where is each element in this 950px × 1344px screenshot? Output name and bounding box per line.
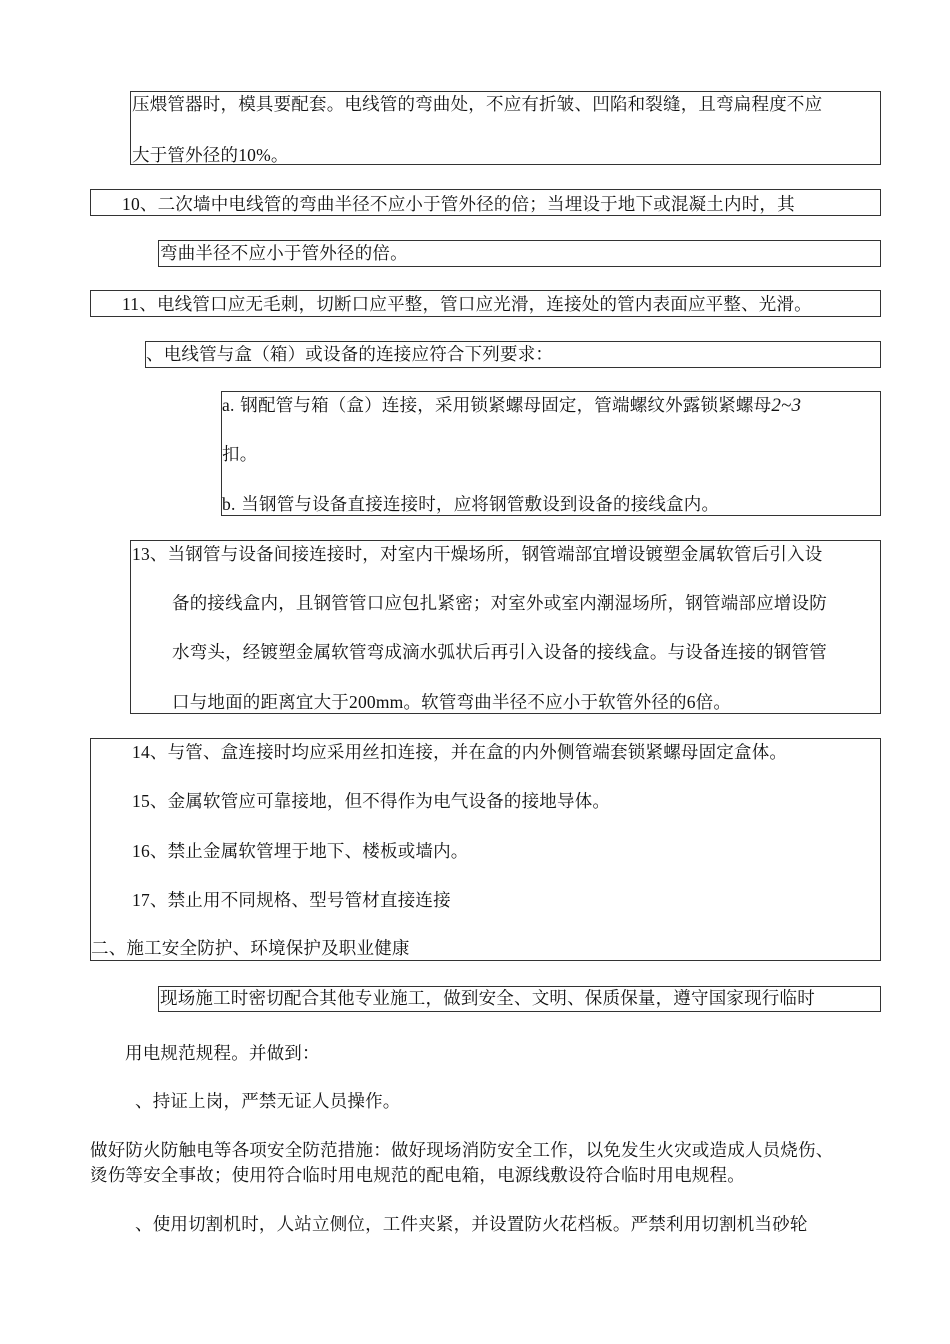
para-fire-line1: 做好防火防触电等各项安全防范措施：做好现场消防安全工作，以免发生火灾或造成人员烧伤、 bbox=[90, 1141, 834, 1161]
point-cert-line: 、持证上岗，严禁无证人员操作。 bbox=[135, 1092, 401, 1112]
item16-number: 16 bbox=[132, 841, 150, 861]
item16-text: 、禁止金属软管埋于地下、楼板或墙内。 bbox=[149, 842, 469, 862]
item14-line bbox=[132, 740, 787, 765]
item13-line2: 备的接线盒内，且钢管管口应包扎紧密；对室外或室内潮湿场所，钢管端部应增设防 bbox=[172, 594, 827, 614]
item13-text: 、当钢管与设备间接连接时，对室内干燥场所，钢管端部宜增设镀塑金属软管后引入设 bbox=[149, 545, 823, 565]
item9-line2 bbox=[132, 143, 289, 168]
item17-number: 17 bbox=[132, 890, 150, 910]
item12a-line1 bbox=[222, 393, 801, 418]
item13-number: 13 bbox=[132, 544, 150, 564]
item10-line2: 弯曲半径不应小于管外径的倍。 bbox=[160, 244, 408, 264]
item12b-line bbox=[222, 492, 719, 517]
para-site-line1: 现场施工时密切配合其他专业施工，做到安全、文明、保质保量，遵守国家现行临时 bbox=[160, 989, 815, 1009]
item9-line2-text: 大于管外径的 bbox=[132, 146, 239, 166]
item13-line4-c: 倍。 bbox=[695, 693, 732, 713]
item11-line bbox=[122, 292, 812, 317]
item13-line3: 水弯头，经镀塑金属软管弯成滴水弧状后再引入设备的接线盒。与设备连接的钢管管 bbox=[172, 643, 827, 663]
item13-line4-b: 。软管弯曲半径不应小于软管外径的 bbox=[403, 693, 687, 713]
item15-line bbox=[132, 789, 610, 814]
item13-line1 bbox=[132, 542, 823, 567]
item12a-prefix: a. bbox=[222, 395, 235, 415]
item10-text: 、二次墙中电线管的弯曲半径不应小于管外径的倍；当埋设于地下或混凝土内时，其 bbox=[139, 195, 795, 215]
item14-number: 14 bbox=[132, 742, 150, 762]
point-cutter-line: 、使用切割机时，人站立侧位，工件夹紧，并设置防火花档板。严禁利用切割机当砂轮 bbox=[135, 1215, 808, 1235]
item16-line bbox=[132, 839, 469, 864]
item11-number: 11 bbox=[122, 294, 140, 314]
item12a-line2: 扣。 bbox=[222, 445, 258, 465]
item12b-text: 当钢管与设备直接连接时，应将钢管敷设到设备的接线盒内。 bbox=[235, 495, 720, 515]
item14-text: 、与管、盒连接时均应采用丝扣连接，并在盒的内外侧管端套锁紧螺母固定盒体。 bbox=[149, 743, 788, 763]
item12-line: 、电线管与盒（箱）或设备的连接应符合下列要求： bbox=[146, 345, 554, 365]
item11-text: 、电线管口应无毛刺，切断口应平整，管口应光滑，连接处的管内表面应平整、光滑。 bbox=[139, 295, 812, 315]
item13-distance: 200mm bbox=[349, 692, 404, 712]
item10-number: 10 bbox=[122, 194, 140, 214]
item12a-text: 钢配管与箱（盒）连接，采用锁紧螺母固定，管端螺纹外露锁紧螺母 bbox=[234, 396, 772, 416]
item12b-prefix: b. bbox=[222, 494, 236, 514]
item17-text: 、禁止用不同规格、型号管材直接连接 bbox=[149, 891, 451, 911]
item15-text: 、金属软管应可靠接地，但不得作为电气设备的接地导体。 bbox=[149, 792, 611, 812]
item15-number: 15 bbox=[132, 791, 150, 811]
item13-line4 bbox=[172, 690, 731, 715]
item13-multiple: 6 bbox=[686, 692, 696, 712]
section2-heading: 二、施工安全防护、环境保护及职业健康 bbox=[91, 939, 410, 959]
item9-line2-end: 。 bbox=[270, 146, 289, 166]
item9-line1: 压煨管器时，模具要配套。电线管的弯曲处，不应有折皱、凹陷和裂缝，且弯扁程度不应 bbox=[132, 95, 823, 115]
para-fire-line2: 烫伤等安全事故；使用符合临时用电规范的配电箱，电源线敷设符合临时用电规程。 bbox=[90, 1166, 745, 1186]
item12a-range: 2~3 bbox=[771, 395, 802, 416]
para-site-line2: 用电规范规程。并做到： bbox=[125, 1044, 320, 1064]
item13-line4-a: 口与地面的距离宜大于 bbox=[172, 693, 349, 713]
item9-percent: 10% bbox=[238, 145, 271, 165]
item10-line1 bbox=[122, 192, 795, 217]
item17-line bbox=[132, 888, 451, 913]
